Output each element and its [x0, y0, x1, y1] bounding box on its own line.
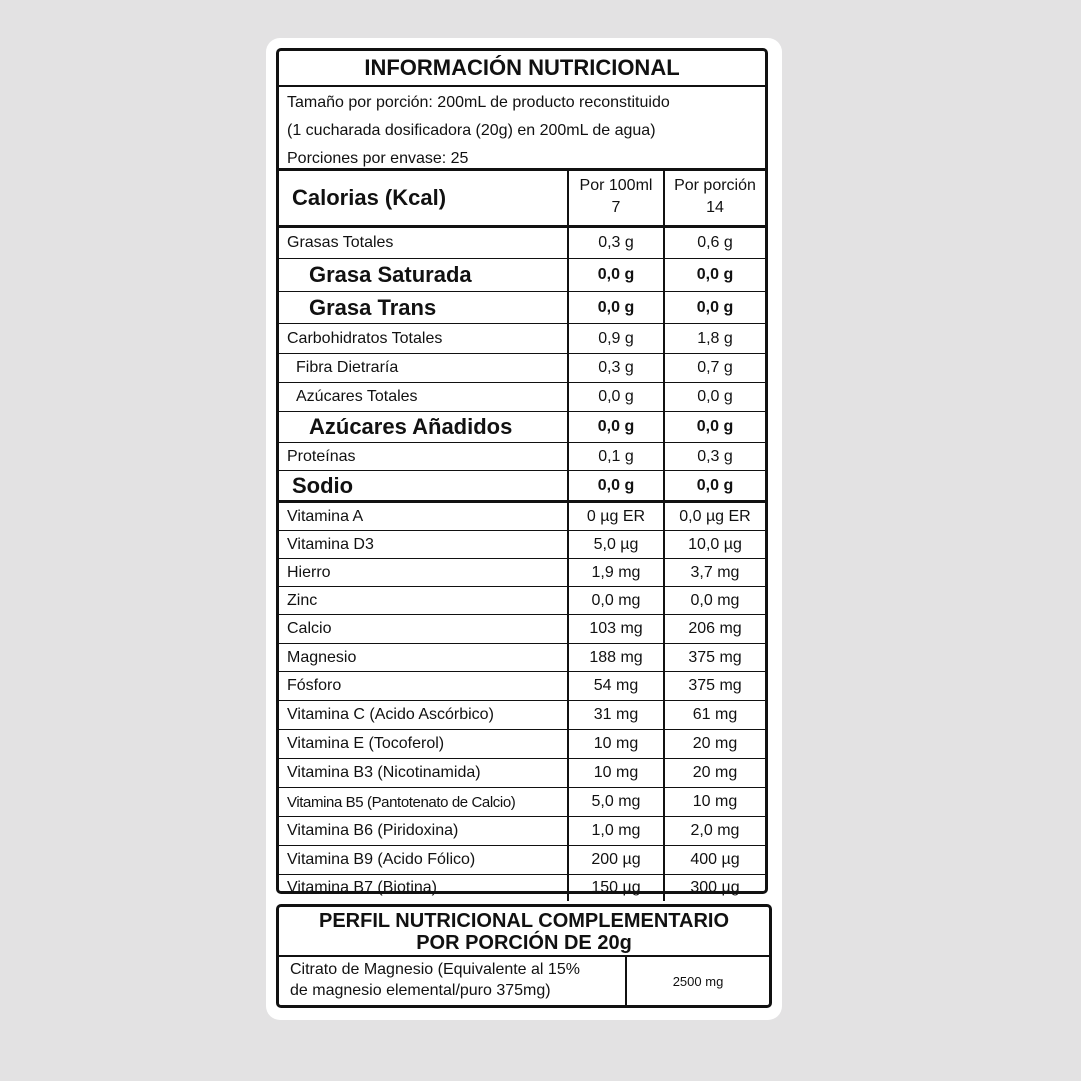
- vitamin-per-100ml: 1,9 mg: [569, 559, 665, 586]
- complementary-profile-panel: [276, 904, 772, 1008]
- nutrient-per-100ml: 0,0 g: [569, 412, 665, 442]
- nutrient-name: Grasas Totales: [279, 228, 569, 258]
- nutrient-name: Grasa Saturada: [279, 259, 569, 291]
- vitamin-row: [279, 503, 765, 531]
- complementary-item-line1: Citrato de Magnesio (Equivalente al 15%: [290, 961, 580, 978]
- vitamin-per-serving: 20 mg: [692, 735, 738, 752]
- nutrition-facts-panel: [276, 48, 768, 894]
- complementary-item: [279, 957, 627, 1005]
- vitamin-per-serving: 300 µg: [690, 879, 740, 896]
- vitamin-per-serving: 10 mg: [692, 793, 738, 810]
- nutrient-per-100ml: 0,0 g: [569, 292, 665, 323]
- vitamin-per-100ml: 200 µg: [569, 846, 665, 874]
- vitamin-row: [279, 644, 765, 672]
- nutrient-name: Grasa Trans: [279, 292, 569, 323]
- vitamin-per-100ml: 54 mg: [569, 672, 665, 700]
- nutrient-row: [279, 471, 765, 503]
- vitamin-per-serving: 10,0 µg: [688, 535, 742, 553]
- complementary-item-line2: de magnesio elemental/puro 375mg): [290, 982, 551, 999]
- panel-title: INFORMACIÓN NUTRICIONAL: [279, 51, 765, 87]
- nutrient-per-serving: 0,3 g: [697, 447, 733, 465]
- vitamin-per-serving: 0,0 mg: [690, 591, 740, 609]
- vitamin-name: Vitamina B7 (Biotina): [279, 875, 569, 901]
- vitamin-per-100ml: 5,0 µg: [569, 531, 665, 558]
- vitamin-per-serving: 2,0 mg: [690, 822, 740, 839]
- nutrient-per-serving: 0,0 g: [696, 418, 734, 435]
- nutrient-per-serving: 0,0 g: [697, 388, 733, 405]
- vitamin-per-100ml: 31 mg: [569, 701, 665, 729]
- complementary-title-line2: POR PORCIÓN DE 20g: [416, 932, 632, 954]
- vitamin-row: [279, 672, 765, 701]
- nutrient-row: [279, 259, 765, 292]
- vitamin-name: Vitamina E (Tocoferol): [279, 730, 569, 758]
- vitamin-row: [279, 788, 765, 817]
- vitamin-row: [279, 559, 765, 587]
- nutrient-row: [279, 412, 765, 443]
- nutrient-per-100ml: 0,9 g: [569, 324, 665, 353]
- complementary-value: 2500 mg: [672, 973, 724, 989]
- vitamin-name: Vitamina C (Acido Ascórbico): [279, 701, 569, 729]
- vitamin-per-100ml: 5,0 mg: [569, 788, 665, 816]
- calories-label: Calorias (Kcal): [279, 171, 569, 225]
- serving-info: [279, 87, 765, 171]
- complementary-row: [279, 957, 769, 1005]
- vitamin-name: Vitamina D3: [279, 531, 569, 558]
- per-serving-label: Por porción: [674, 177, 756, 194]
- vitamin-per-100ml: 1,0 mg: [569, 817, 665, 845]
- nutrient-per-serving: 0,6 g: [697, 234, 733, 251]
- vitamin-per-100ml: 10 mg: [569, 759, 665, 787]
- vitamin-name: Vitamina B3 (Nicotinamida): [279, 759, 569, 787]
- vitamin-row: [279, 615, 765, 644]
- nutrient-per-serving: 0,0 g: [696, 476, 734, 494]
- vitamin-per-100ml: 0 µg ER: [569, 503, 665, 530]
- servings-per-container: Porciones por envase: 25: [287, 150, 469, 167]
- per-100ml-label: Por 100ml: [579, 177, 653, 194]
- vitamin-name: Calcio: [279, 615, 569, 643]
- vitamin-name: Vitamina B6 (Piridoxina): [279, 817, 569, 845]
- nutrient-per-serving: 1,8 g: [697, 329, 733, 347]
- nutrient-per-serving: 0,0 g: [696, 298, 734, 316]
- per-serving-calories: 14: [706, 199, 724, 216]
- vitamin-per-serving: 61 mg: [692, 706, 738, 723]
- nutrient-per-100ml: 0,1 g: [569, 443, 665, 470]
- calories-header-row: [279, 171, 765, 228]
- nutrient-per-100ml: 0,3 g: [569, 228, 665, 258]
- serving-measure: (1 cucharada dosificadora (20g) en 200mL de agua): [287, 122, 656, 139]
- vitamin-row: [279, 817, 765, 846]
- nutrient-name: Proteínas: [279, 443, 569, 470]
- vitamin-name: Hierro: [279, 559, 569, 586]
- vitamin-per-serving: 400 µg: [690, 851, 740, 868]
- vitamin-name: Fósforo: [279, 672, 569, 700]
- complementary-title: [279, 907, 769, 957]
- per-100ml-calories: 7: [611, 199, 621, 216]
- vitamin-name: Vitamina A: [279, 503, 569, 530]
- nutrient-per-100ml: 0,0 g: [569, 471, 665, 500]
- nutrition-label-card: [266, 38, 782, 1020]
- vitamin-row: [279, 730, 765, 759]
- vitamin-per-100ml: 150 µg: [569, 875, 665, 901]
- nutrient-row: [279, 228, 765, 259]
- vitamin-row: [279, 587, 765, 615]
- nutrient-row: [279, 292, 765, 324]
- vitamin-per-100ml: 103 mg: [569, 615, 665, 643]
- vitamin-per-serving: 0,0 µg ER: [679, 507, 751, 525]
- vitamin-per-100ml: 10 mg: [569, 730, 665, 758]
- complementary-title-line1: PERFIL NUTRICIONAL COMPLEMENTARIO: [319, 910, 729, 932]
- nutrient-name: Carbohidratos Totales: [279, 324, 569, 353]
- nutrient-per-100ml: 0,3 g: [569, 354, 665, 382]
- vitamin-row: [279, 701, 765, 730]
- vitamin-per-serving: 3,7 mg: [690, 563, 740, 581]
- nutrient-per-serving: 0,7 g: [697, 359, 733, 376]
- vitamin-row: [279, 531, 765, 559]
- vitamin-row: [279, 875, 765, 901]
- per-serving-header: [665, 171, 765, 225]
- vitamin-per-serving: 375 mg: [688, 648, 742, 666]
- nutrient-per-serving: 0,0 g: [696, 266, 734, 283]
- vitamin-name: Vitamina B5 (Pantotenato de Calcio): [279, 788, 569, 816]
- nutrient-row: [279, 443, 765, 471]
- vitamin-name: Vitamina B9 (Acido Fólico): [279, 846, 569, 874]
- per-100ml-header: [569, 171, 665, 225]
- vitamin-per-serving: 20 mg: [692, 764, 738, 781]
- vitamin-name: Magnesio: [279, 644, 569, 671]
- nutrient-row: [279, 383, 765, 412]
- vitamin-row: [279, 759, 765, 788]
- serving-size: Tamaño por porción: 200mL de producto reconstituido: [287, 94, 670, 111]
- nutrient-per-100ml: 0,0 g: [569, 383, 665, 411]
- vitamin-row: [279, 846, 765, 875]
- nutrient-row: [279, 324, 765, 354]
- nutrient-name: Azúcares Totales: [279, 383, 569, 411]
- vitamin-per-serving: 375 mg: [688, 677, 742, 694]
- nutrient-row: [279, 354, 765, 383]
- nutrient-name: Fibra Dietraría: [279, 354, 569, 382]
- vitamin-per-100ml: 188 mg: [569, 644, 665, 671]
- nutrient-name: Sodio: [279, 471, 569, 500]
- vitamin-per-100ml: 0,0 mg: [569, 587, 665, 614]
- vitamin-per-serving: 206 mg: [688, 620, 742, 637]
- nutrient-per-100ml: 0,0 g: [569, 259, 665, 291]
- nutrient-name: Azúcares Añadidos: [279, 412, 569, 442]
- vitamin-name: Zinc: [279, 587, 569, 614]
